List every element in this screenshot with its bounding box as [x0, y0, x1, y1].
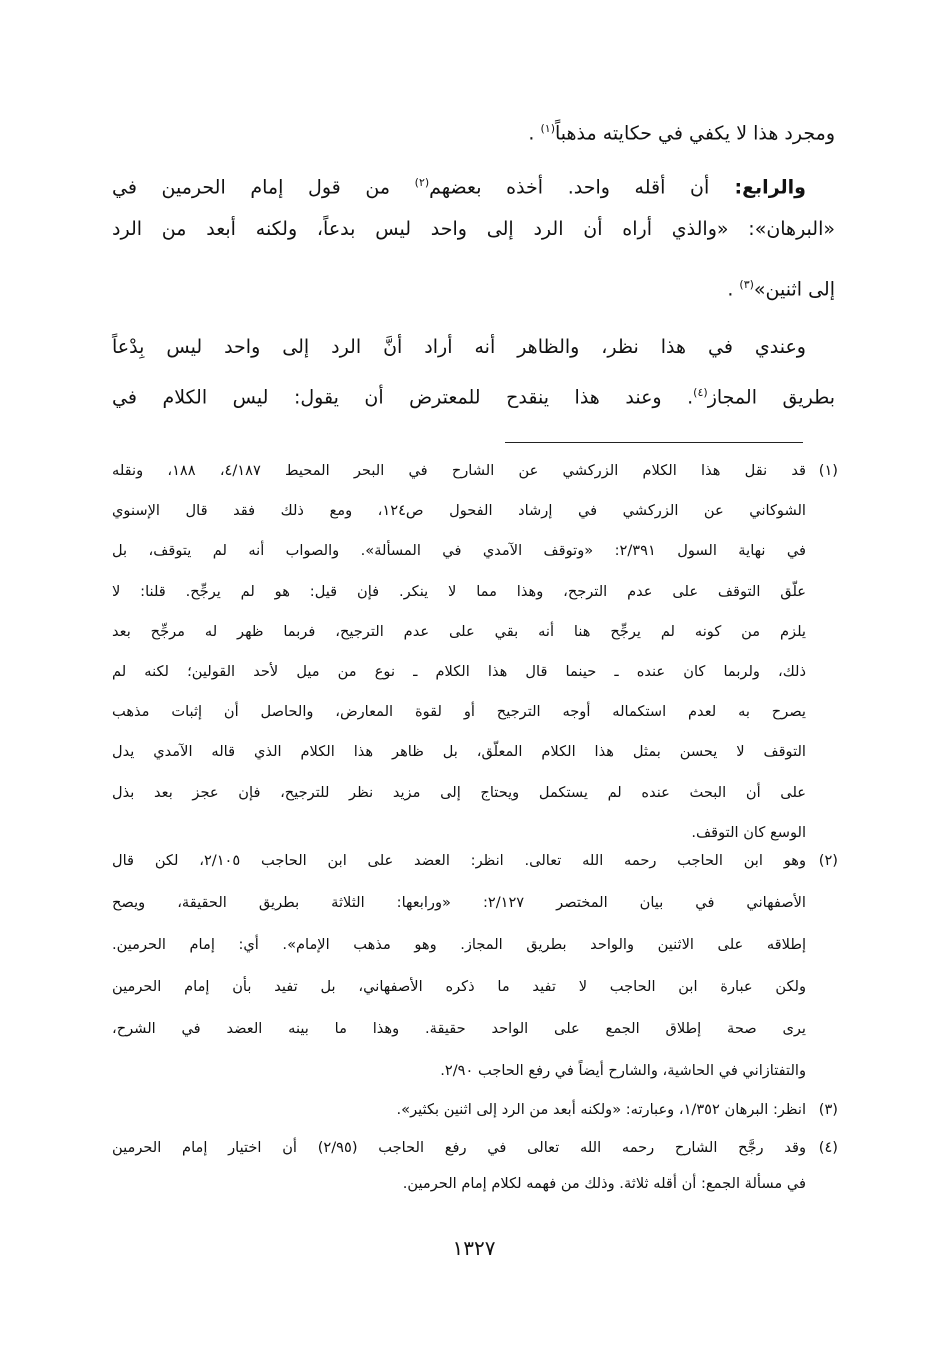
- footnote-line: الأصفهاني في بيان المختصر ٢/١٢٧: «ورابعها: الثلاثة بطريق الحقيقة، ويصح: [112, 894, 806, 911]
- footnote-number: (٣): [818, 1101, 838, 1118]
- footnote-line: التوقف لا يحسن بمثل هذا الكلام المعلّق، بل ظاهر هذا الكلام الذي قاله الآمدي يدل: [112, 743, 806, 761]
- footnote-line: ولكن عبارة ابن الحاجب لا تفيد ما ذكره الأصفهاني، بل تفيد بأن إمام الحرمين: [112, 978, 806, 995]
- footnote-line: في مسألة الجمع: أن أقله ثلاثة. وذلك من فهمه لكلام إمام الحرمين.: [402, 1175, 806, 1192]
- paragraph-line: [112, 330, 806, 364]
- bold-heading-text: والرابع:: [709, 176, 806, 199]
- footnote-line: إطلاقه على الاثنين والواحد بطريق المجاز. وهو مذهب الإمام». أي: إمام الحرمين.: [112, 936, 806, 953]
- footnote-line: على أن البحث عنده لم يستكمل ويحتاج إلى مزيد نظر للترجيح، فإن عجز بعد بذل: [112, 783, 806, 801]
- text-segment: من قول إمام الحرمين في: [112, 176, 415, 199]
- footnote-line: الشوكاني عن الزركشي في إرشاد الفحول ص١٢٤، ومع ذلك فقد قال الإسنوي: [112, 502, 806, 520]
- paragraph-line: [112, 376, 835, 410]
- text-segment: ومجرد هذا لا يكفي في حكايته مذهباً: [555, 122, 835, 145]
- footnote-line: الوسع كان التوقف.: [691, 823, 806, 841]
- footnote-number: (١): [818, 462, 838, 479]
- footnote-line: علّق التوقف على عدم الترجح، وهذا مما لا ينكر. فإن قيل: هو لم يرجِّح. قلنا: لا: [112, 582, 806, 600]
- footnote-line: انظر: البرهان ١/٣٥٢، وعبارته: «ولكنه أبعد من الرد إلى اثنين بكثير».: [396, 1101, 806, 1118]
- text-segment: «البرهان»: «والذي أراه أن الرد إلى واحد ليس بدعاً، ولكنه أبعد من الرد: [112, 218, 835, 240]
- footnote-reference[interactable]: (٤): [693, 386, 708, 399]
- footnote-line: قد نقل هذا الكلام الزركشي عن الشارح في البحر المحيط ٤/١٨٧، ١٨٨، ونقله: [112, 462, 807, 479]
- text-segment: أن أقله واحد. أخذه بعضهم: [429, 176, 710, 199]
- footnote-line: وهو ابن الحاجب رحمه الله تعالى. انظر: العضد على ابن الحاجب ٢/١٠٥، لكن قال: [112, 852, 806, 869]
- page-number: ١٣٢٧: [452, 1236, 496, 1260]
- footnote-reference[interactable]: (١): [540, 122, 556, 135]
- footnote-reference[interactable]: (٢): [414, 176, 430, 189]
- text-segment: .: [727, 278, 740, 301]
- footnote-line: يصرح به لعدم استكماله أوجه الترجيح أو لقوة المعارض، والحاصل أن إثبات مذهب: [112, 703, 806, 721]
- paragraph-line: [112, 268, 835, 302]
- footnote-line: ذلك، ولربما كان عنده ـ حينما قال هذا الكلام ـ نوع من ميل لأحد القولين؛ لكنه لم: [112, 663, 806, 680]
- text-segment: . وعند هذا ينقدح للمعترض أن يقول: ليس الكلام في: [112, 386, 694, 409]
- footnote-reference[interactable]: (٣): [739, 278, 754, 291]
- footnote-line: وقد رجَّح الشارح رحمه الله تعالى في رفع الحاجب (٢/٩٥) أن اختيار إمام الحرمين: [112, 1139, 806, 1156]
- footnote-line: يرى صحة إطلاق الجمع على الواحد حقيقة. وهذا ما بينه العضد في الشرح،: [112, 1020, 806, 1037]
- text-segment: بطريق المجاز: [707, 386, 836, 409]
- footnote-line: في نهاية السول ٢/٣٩١: «وتوقف الآمدي في المسألة». والصواب أنه لم يتوقف، بل: [112, 542, 806, 560]
- paragraph-line: [112, 166, 806, 200]
- footnote-separator: [505, 442, 803, 443]
- paragraph-line: [112, 112, 835, 146]
- text-segment: .: [528, 122, 541, 145]
- text-segment: وعندي في هذا نظر، والظاهر أنه أراد أنَّ الرد إلى واحد ليس بِدْعاً: [112, 336, 806, 358]
- paragraph-line: [112, 212, 835, 246]
- footnote-number: (٤): [818, 1139, 838, 1156]
- footnote-line: يلزم من كونه لم يرجِّح هنا أنه بقي على عدم الترجيح، فربما ظهر له مرجِّح بعد: [112, 622, 806, 640]
- text-segment: إلى اثنين»: [753, 278, 835, 301]
- footnote-line: والتفتازاني في الحاشية، والشارح أيضاً في رفع الحاجب ٢/٩٠.: [440, 1062, 806, 1079]
- footnote-number: (٢): [818, 852, 838, 869]
